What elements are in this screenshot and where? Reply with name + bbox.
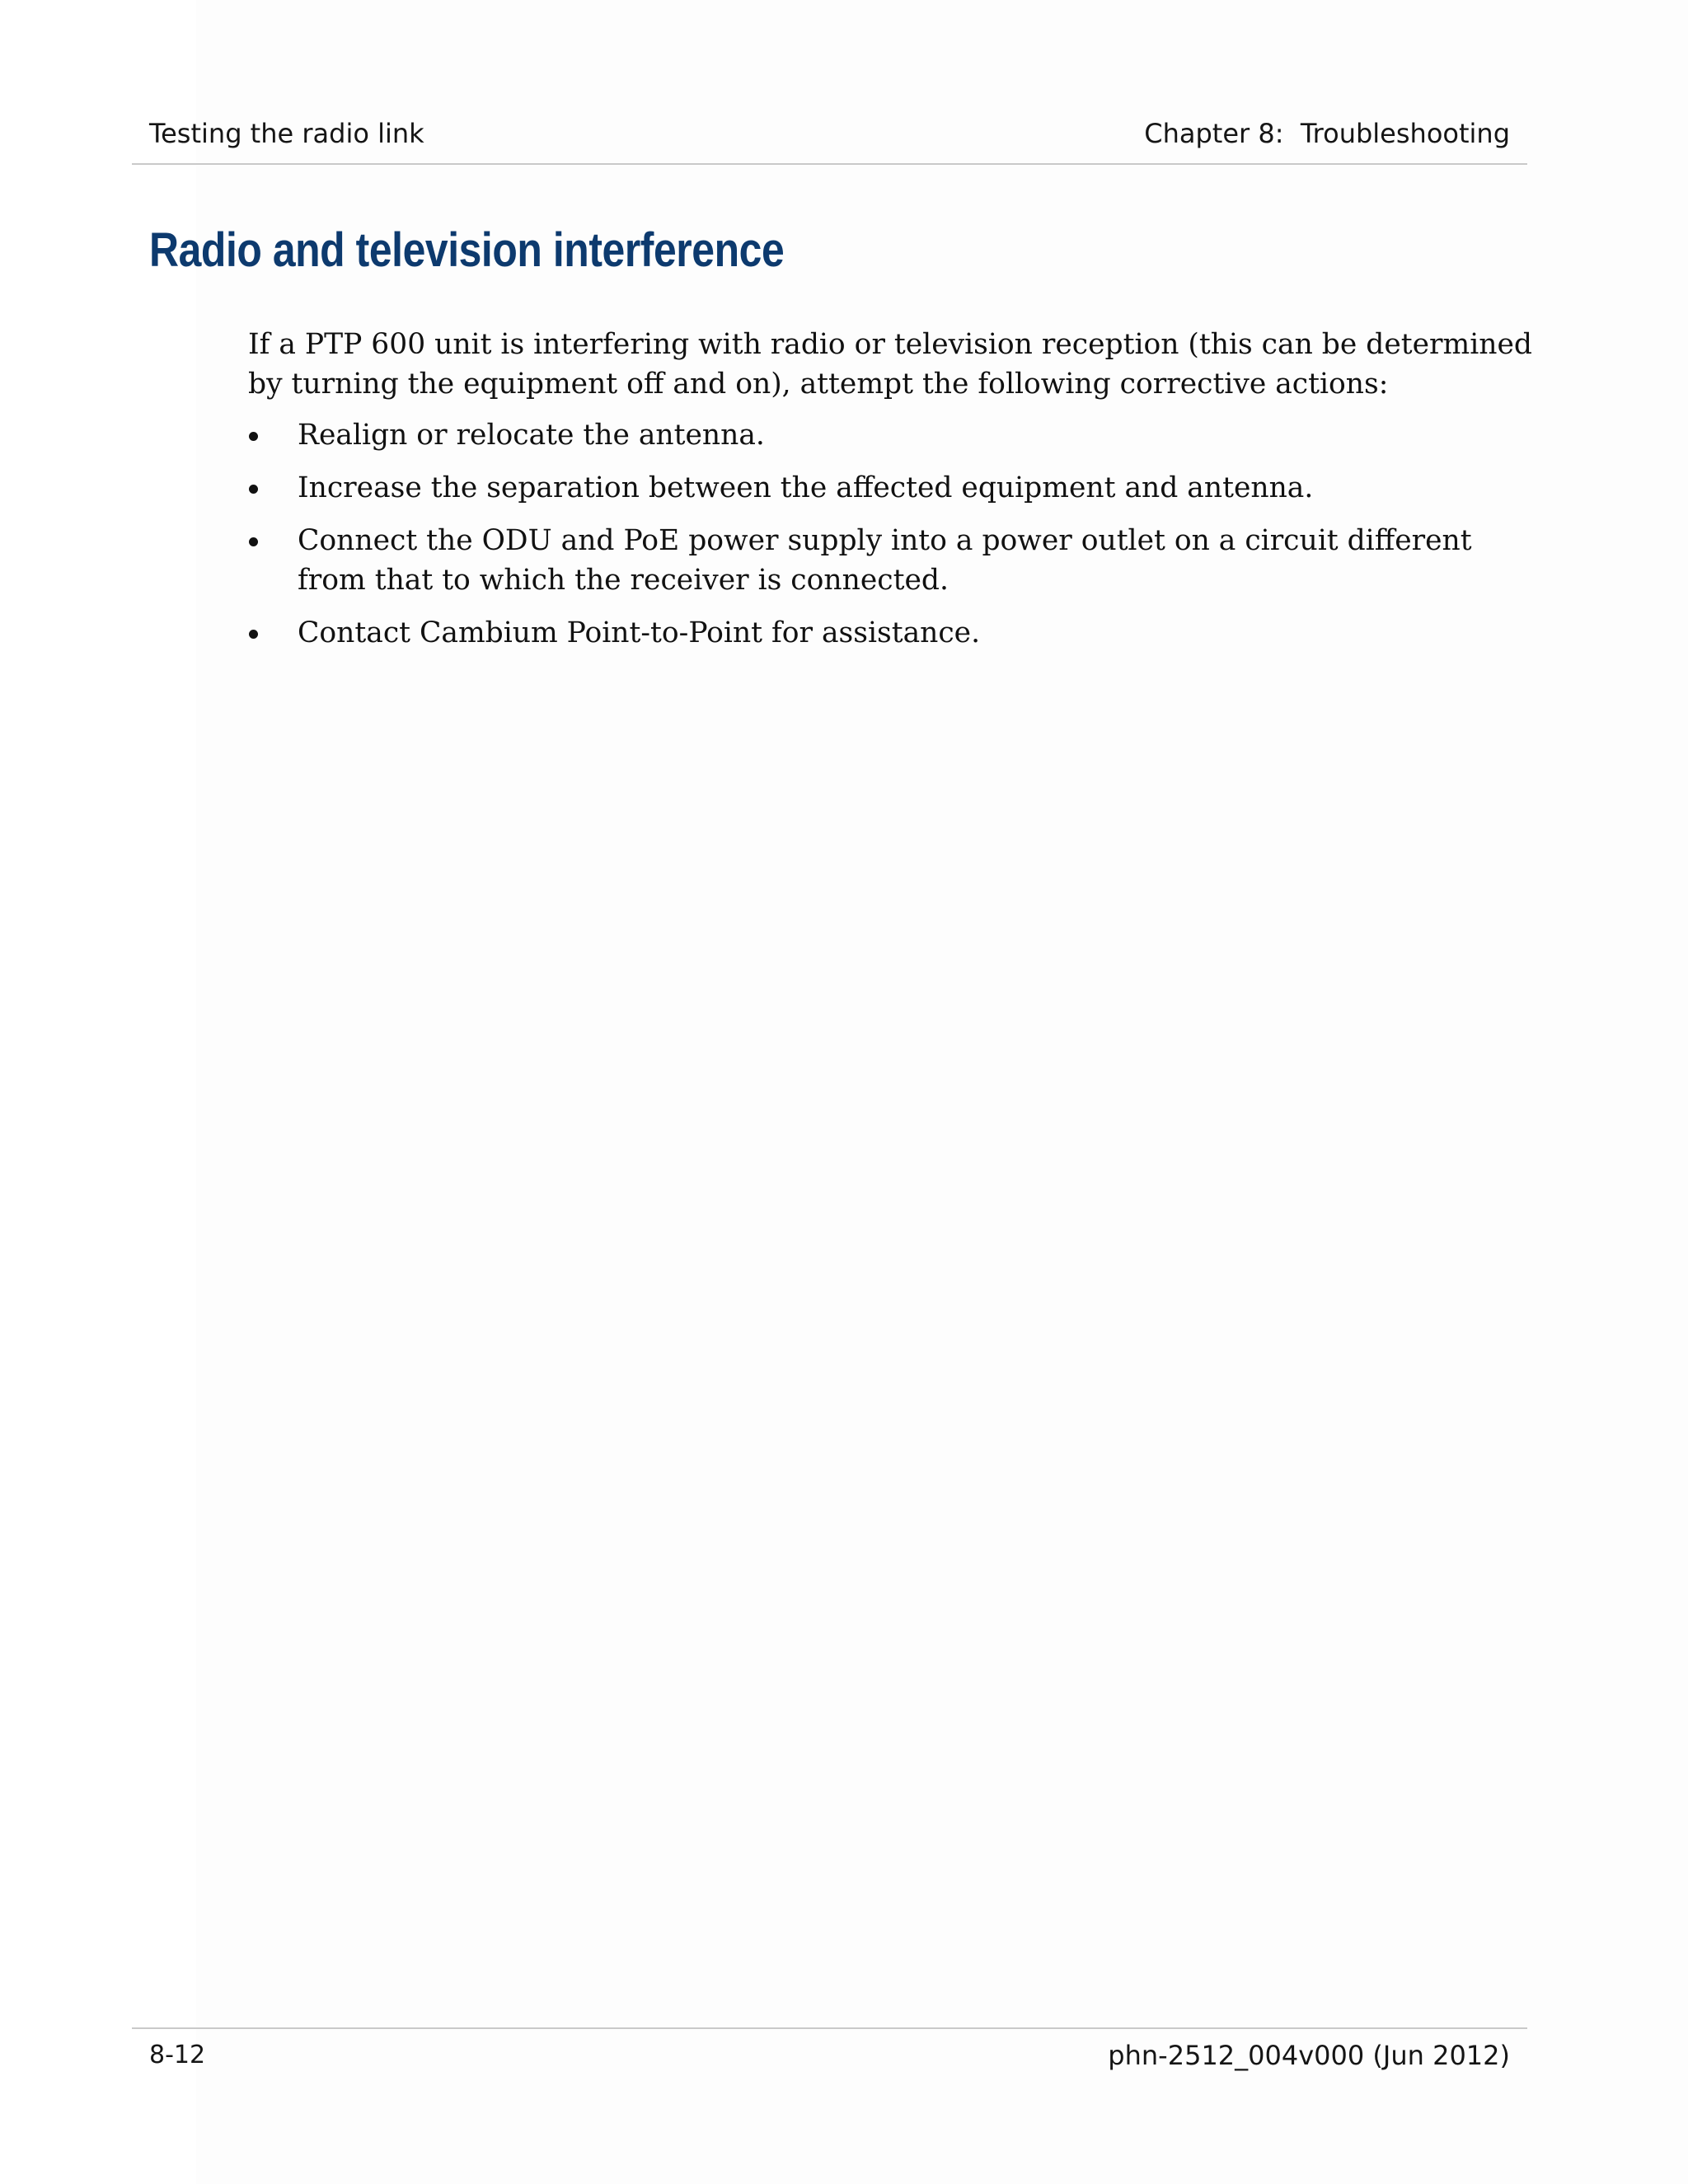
running-header [132, 91, 1527, 165]
list-item-text: Connect the ODU and PoE power supply into a power outlet on a circuit different from that to which the receiver is connected. [298, 524, 1472, 597]
header-section-title: Testing the radio link [149, 118, 424, 149]
list-item [248, 415, 1534, 455]
list-item-text: Realign or relocate the antenna. [298, 419, 765, 452]
page-number: 8-12 [149, 2041, 206, 2069]
list-item-text: Increase the separation between the affected equipment and antenna. [298, 471, 1314, 504]
list-item [248, 613, 1534, 653]
section-title: Radio and television interference [149, 223, 785, 277]
bullet-icon [248, 468, 265, 508]
list-item [248, 468, 1534, 508]
document-id: phn-2512_004v000 (Jun 2012) [1108, 2040, 1510, 2071]
bullet-icon [248, 521, 265, 560]
running-footer [132, 2027, 1527, 2087]
bullet-icon [248, 613, 265, 653]
list-item [248, 521, 1534, 600]
bullet-icon [248, 415, 265, 455]
list-item-text: Contact Cambium Point-to-Point for assistance. [298, 616, 981, 649]
corrective-actions-list [248, 415, 1534, 666]
intro-paragraph: If a PTP 600 unit is interfering with radio or television reception (this can be determined by turning the equipment off and on), attempt the following corrective actions: [248, 328, 1532, 401]
header-chapter-title: Chapter 8: Troubleshooting [1144, 118, 1510, 149]
page-margin [0, 0, 196, 2184]
